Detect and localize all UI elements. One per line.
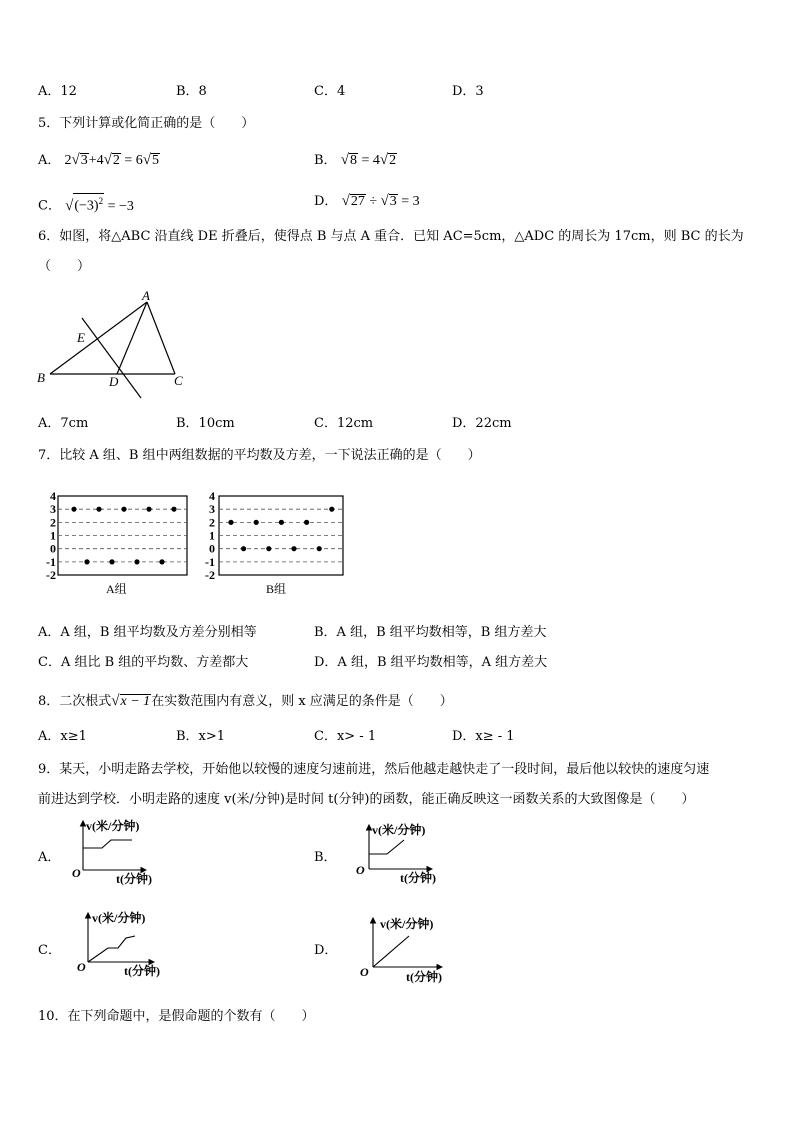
gA-tick-label: -1 (46, 554, 56, 569)
q6-option-c: C．12cm (314, 416, 374, 431)
gA-tick-label: 2 (50, 515, 56, 530)
group-a-point (159, 559, 164, 564)
group-b-point (279, 520, 284, 525)
q6-triangle-figure (30, 285, 200, 405)
group-b-point (317, 546, 322, 551)
q5-option-a (38, 152, 160, 169)
point-b-label: B (37, 370, 45, 385)
group-b-plot (205, 489, 343, 596)
q6-stem-line1: 6．如图，将△ABC 沿直线 DE 折叠后，使得点 B 与点 A 重合．已知 AC=5cm，△ADC 的周长为 17cm，则 BC 的长为 (38, 229, 744, 244)
group-a-point (146, 507, 151, 512)
graph-b-axis-y: v(米/分钟) (372, 823, 426, 837)
q5-c-eq: = −3 (107, 198, 134, 214)
gB-tick-label: -2 (205, 568, 215, 583)
group-b-point (266, 546, 271, 551)
q7-figures (30, 485, 360, 600)
q5-d-eq: = 3 (401, 194, 420, 209)
graph-b-curve (369, 840, 404, 854)
gB-tick-label: 3 (209, 502, 215, 517)
graph-a-curve (83, 840, 132, 848)
q5-a-rad2: 2 (112, 153, 120, 168)
group-a-point (71, 507, 76, 512)
point-e-label: E (77, 330, 85, 345)
q5-option-b (314, 152, 397, 169)
q4-option-b: B．8 (176, 84, 207, 99)
graph-b-axis-x: t(分钟) (400, 871, 436, 885)
q5-b-eq: = 4 (361, 153, 380, 168)
q5-label-a: A． (38, 153, 61, 168)
q7-option-d: D．A 组，B 组平均数相等，A 组方差大 (314, 655, 548, 670)
graph-a-origin: O (72, 866, 81, 880)
q9-label-b: B． (314, 850, 337, 865)
q9-graph-b (352, 821, 462, 889)
q5-b-rad2: 2 (389, 153, 397, 168)
q7-option-a: A．A 组，B 组平均数及方差分别相等 (38, 625, 257, 640)
q9-graph-a (66, 817, 176, 889)
q6-option-b: B．10cm (176, 416, 235, 431)
gA-tick-label: 3 (50, 502, 56, 517)
q8-option-c: C．x> - 1 (314, 729, 377, 744)
q5-b-expr: √8 = 4√2 (340, 152, 397, 168)
q5-d-div: ÷ (369, 194, 377, 209)
q5-d-rad2: 3 (389, 194, 397, 209)
segment-ac (147, 302, 175, 374)
q7-option-c: C．A 组比 B 组的平均数、方差都大 (38, 655, 249, 670)
graph-d-origin: O (360, 965, 369, 979)
q6-stem-line2: （ ） (38, 259, 91, 274)
q5-d-rad1: 27 (350, 194, 365, 209)
q8-stem-pre: 8．二次根式 (38, 694, 112, 709)
graph-c-axis-y: v(米/分钟) (92, 911, 146, 925)
gA-tick-label: 1 (50, 528, 56, 543)
gB-tick-label: 0 (209, 541, 215, 556)
q6-option-d: D．22cm (452, 416, 512, 431)
point-c-label: C (174, 373, 183, 388)
group-a-point (109, 559, 114, 564)
q8-stem-post: 在实数范围内有意义，则 x 应满足的条件是（ ） (151, 694, 453, 709)
q8-radicand: x − 1 (120, 694, 151, 709)
q4-option-c: C．4 (314, 84, 346, 99)
group-b-point (241, 546, 246, 551)
q10-stem: 10．在下列命题中，是假命题的个数有（ ） (38, 1009, 315, 1024)
q4-option-d: D．3 (452, 84, 484, 99)
q5-d-expr: √27 ÷ √3 = 3 (341, 193, 420, 209)
group-a-point (134, 559, 139, 564)
graph-b-origin: O (356, 863, 365, 877)
gA-tick-label: -2 (46, 568, 56, 583)
q9-label-c: C． (38, 943, 61, 958)
group-b-point (329, 507, 334, 512)
group-a-plot (46, 489, 187, 596)
q5-a-rad1: 3 (80, 153, 88, 168)
q8-option-a: A．x≥1 (38, 729, 87, 744)
q5-a-rad3: 5 (152, 153, 160, 168)
group-a-point (171, 507, 176, 512)
q9-stem-line2: 前进达到学校．小明走路的速度 v(米/分钟)是时间 t(分钟)的函数，能正确反映这一函数关系的大致图像是（ ） (38, 792, 695, 807)
gB-tick-label: 1 (209, 528, 215, 543)
q5-a-plus: +4 (88, 153, 104, 168)
group-b-point (304, 520, 309, 525)
graph-a-axis-x: t(分钟) (116, 872, 152, 886)
q9-label-a: A． (38, 850, 61, 865)
graph-d-axis-y: v(米/分钟) (380, 917, 434, 931)
group-a-label: A组 (106, 582, 127, 596)
q9-stem-line1: 9．某天，小明走路去学校，开始他以较慢的速度匀速前进，然后他越走越快走了一段时间，最后他以较快的速度匀速 (38, 762, 710, 777)
group-a-point (121, 507, 126, 512)
gA-tick-label: 4 (50, 489, 56, 503)
q5-b-rad1: 8 (349, 153, 357, 168)
q5-option-d (314, 193, 420, 210)
point-a-label: A (142, 288, 150, 303)
q5-option-c (38, 193, 134, 215)
q5-c-inner: (−3) (74, 198, 99, 214)
point-d-label: D (109, 374, 119, 389)
group-a-point (84, 559, 89, 564)
q7-stem: 7．比较 A 组、B 组中两组数据的平均数及方差，一下说法正确的是（ ） (38, 448, 481, 463)
q5-label-c: C． (38, 198, 61, 214)
gA-tick-label: 0 (50, 541, 56, 556)
graph-c-axis-x: t(分钟) (124, 964, 160, 978)
q8-option-b: B．x>1 (176, 729, 226, 744)
graph-c-origin: O (77, 960, 86, 974)
q4-option-a: A．12 (38, 84, 77, 99)
q9-graph-c (72, 909, 182, 981)
q5-a-eq: = 6 (124, 153, 143, 168)
q5-c-expr: $√(-3)^2 = -3$ (65, 199, 134, 214)
q9-label-d: D． (314, 943, 338, 958)
group-b-point (291, 546, 296, 551)
q6-option-a: A．7cm (38, 416, 89, 431)
graph-d-axis-x: t(分钟) (406, 970, 442, 984)
group-b-point (228, 520, 233, 525)
gB-tick-label: 4 (209, 489, 215, 503)
q5-stem: 5．下列计算或化简正确的是（ ） (38, 116, 255, 131)
q8-stem: 8．二次根式√x − 1在实数范围内有意义，则 x 应满足的条件是（ ） (38, 693, 453, 709)
graph-d-curve (373, 936, 409, 967)
graph-a-axis-y: v(米/分钟) (86, 819, 140, 833)
group-b-point (254, 520, 259, 525)
q8-option-d: D．x≥ - 1 (452, 729, 515, 744)
group-a-point (96, 507, 101, 512)
q7-option-b: B．A 组，B 组平均数相等，B 组方差大 (314, 625, 547, 640)
group-b-label: B组 (266, 582, 287, 596)
gB-tick-label: -1 (205, 554, 215, 569)
q5-label-d: D． (314, 194, 338, 209)
q5-c-sup: 2 (98, 196, 104, 206)
q5-c-radicand (73, 193, 104, 214)
graph-c-curve (88, 936, 135, 962)
q5-label-b: B． (314, 153, 337, 168)
q5-a-expr: 2√3+4√2 = 6√5 (64, 152, 160, 168)
q5-a-coef: 2 (64, 153, 72, 168)
gB-tick-label: 2 (209, 515, 215, 530)
q9-graph-d (356, 914, 466, 986)
